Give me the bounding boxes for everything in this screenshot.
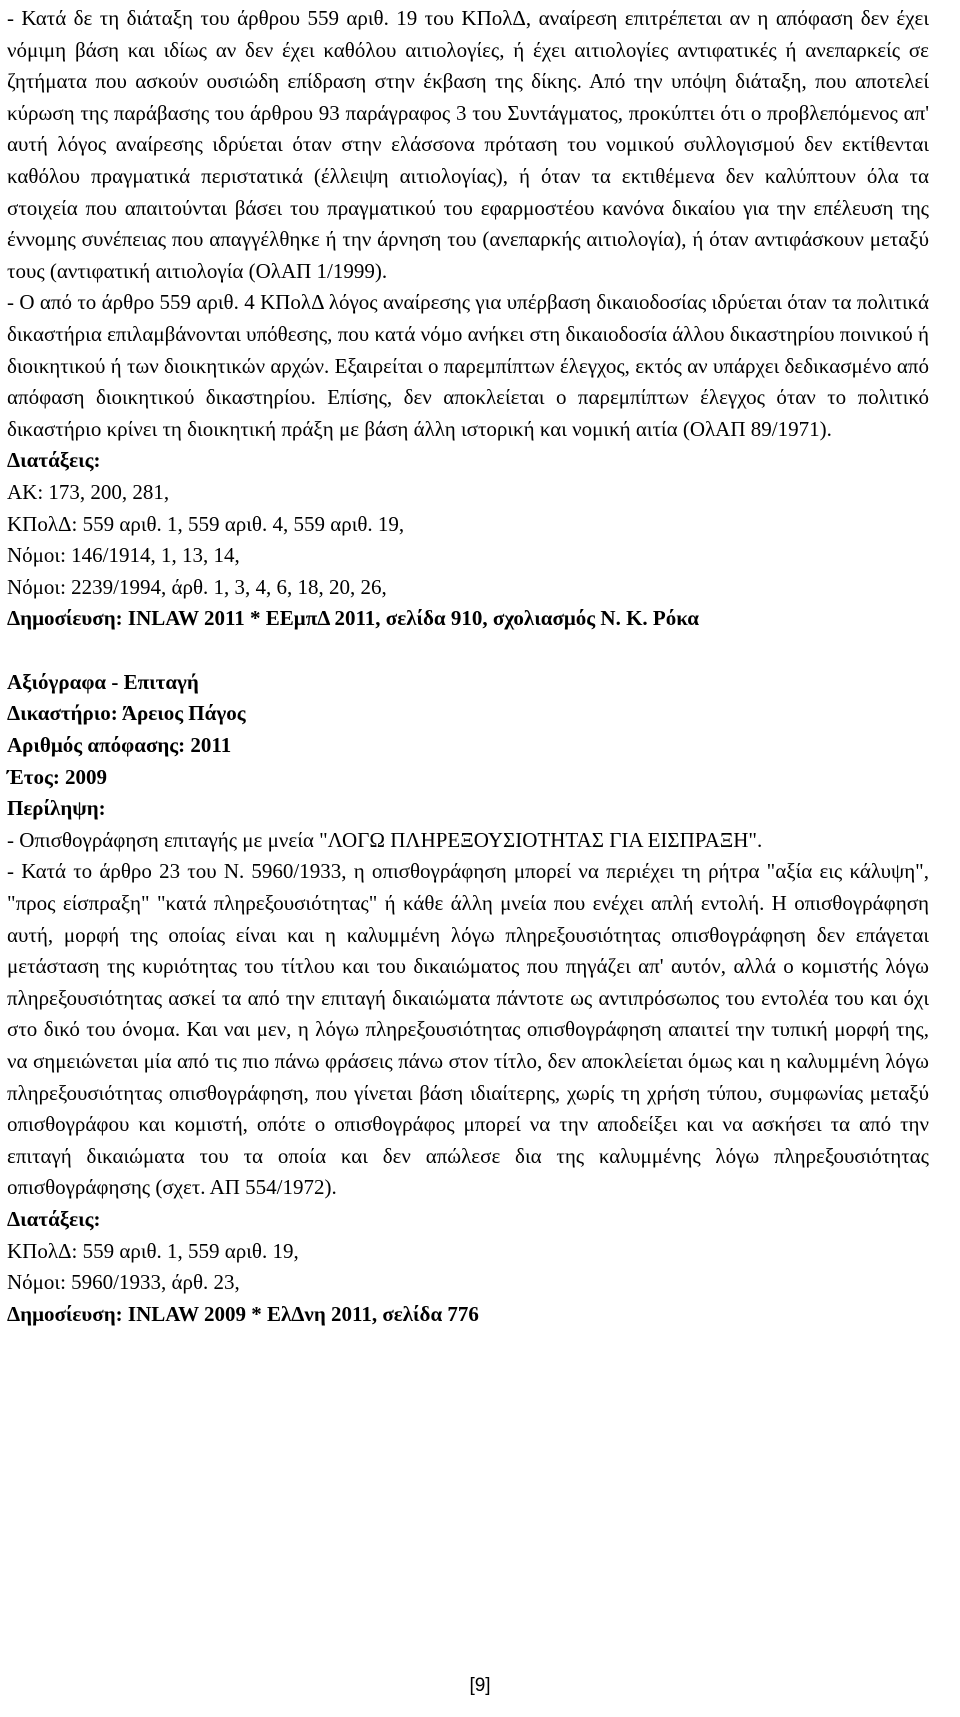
provision-line: ΚΠολΔ: 559 αριθ. 1, 559 αριθ. 19, (7, 1238, 299, 1263)
year-line: Έτος: 2009 (7, 764, 108, 789)
section-gap (7, 635, 929, 667)
provisions-label: Διατάξεις: (7, 1206, 101, 1231)
paragraph-endorsement: - Οπισθογράφηση επιταγής με μνεία "ΛΟΓΩ ΠΛΗΡΕΞΟΥΣΙΟΤΗΤΑΣ ΓΙΑ ΕΙΣΠΡΑΞΗ". (7, 827, 763, 852)
paragraph-jurisdiction: - Ο από το άρθρο 559 αριθ. 4 ΚΠολΔ λόγος αναίρεσης για υπέρβαση δικαιοδοσίας ιδρύεται όταν τα πολιτικά δικαστήρια επιλαμβάνονται υπόθεσης, που κατά νόμο ανήκει στη δικαιοδοσία άλλου δικαστηρίου ποινικού ή διοικητικού ή των διοικητικών αρχών. Εξαιρείται ο παρεμπίπτων έλεγχος, εκτός αν υπάρχει δεδικασμένο από απόφαση διοικητικού δικαστηρίου. Επίσης, δεν αποκλείεται ο παρεμπίπτων έλεγχος όταν το πολιτικό δικαστήριο κρίνει τη διοικητική πράξη με βάση άλλη ιστορική και νομική αιτία (ΟλΑΠ 89/1971). (7, 290, 929, 441)
publication-line: Δημοσίευση: INLAW 2011 * ΕΕμπΔ 2011, σελίδα 910, σχολιασμός Ν. Κ. Ρόκα (7, 606, 700, 631)
case-block-1 (7, 3, 929, 635)
provision-line: ΚΠολΔ: 559 αριθ. 1, 559 αριθ. 4, 559 αριθ. 19, (7, 511, 405, 536)
decision-number-line: Αριθμός απόφασης: 2011 (7, 733, 232, 758)
provision-line: Νόμοι: 146/1914, 1, 13, 14, (7, 543, 240, 568)
court-line: Δικαστήριο: Άρειος Πάγος (7, 701, 246, 726)
provision-line: Νόμοι: 2239/1994, άρθ. 1, 3, 4, 6, 18, 20, 26, (7, 574, 387, 599)
publication-line: Δημοσίευση: INLAW 2009 * ΕλΔνη 2011, σελίδα 776 (7, 1301, 479, 1326)
case-title: Αξιόγραφα - Επιταγή (7, 669, 199, 694)
case-block-2 (7, 667, 929, 1330)
paragraph-endorsement-detail: - Κατά το άρθρο 23 του Ν. 5960/1933, η οπισθογράφηση μπορεί να περιέχει τη ρήτρα "αξία εις κάλυψη", "προς είσπραξη" "κατά πληρεξουσιότητας" ή κάθε άλλη μνεία που ενέχει απλή εντολή. Η οπισθογράφηση αυτή, μορφή της οποίας είναι και η καλυμμένη λόγω πληρεξουσιότητας οπισθογράφηση δεν επάγεται μετάσταση της κυριότητας του τίτλου και του δικαιώματος που πηγάζει απ' αυτόν, αλλά ο κομιστής λόγω πληρεξουσιότητας ασκεί τα από την επιταγή δικαιώματα πάντοτε ως αντιπρόσωπος του εντολέα του και όχι στο δικό του όνομα. Και ναι μεν, η λόγω πληρεξουσιότητας οπισθογράφηση απαιτεί την τυπική μορφή της, να σημειώνεται μία από τις πιο πάνω φράσεις πάνω στον τίτλο, δεν αποκλείεται όμως και η καλυμμένη λόγω πληρεξουσιότητας οπισθογράφηση, που γίνεται βάση ιδιαίτερης, χωρίς τη χρήση τύπου, συμφωνίας μεταξύ οπισθογράφου και κομιστή, οπότε ο οπισθογράφος μπορεί να την αποδείξει και να ασκήσει τα από την επιταγή δικαιώματα του τα οποία και δεν απώλεσε δια της καλυμμένης λόγω πληρεξουσιότητας οπισθογράφησης (σχετ. ΑΠ 554/1972). (7, 859, 929, 1200)
provision-line: ΑΚ: 173, 200, 281, (7, 479, 170, 504)
provisions-label: Διατάξεις: (7, 448, 101, 473)
paragraph-appeal-reasoning: - Κατά δε τη διάταξη του άρθρου 559 αριθ. 19 του ΚΠολΔ, αναίρεση επιτρέπεται αν η απόφαση δεν έχει νόμιμη βάση και ιδίως αν δεν έχει καθόλου αιτιολογίες, ή έχει αιτιολογίες αντιφατικές ή ανεπαρκείς σε ζητήματα που ασκούν ουσιώδη επίδραση στην έκβαση της δίκης. Από την υπόψη διάταξη, που αποτελεί κύρωση της παράβασης του άρθρου 93 παράγραφος 3 του Συντάγματος, προκύπτει ότι ο προβλεπόμενος απ' αυτή λόγος αναίρεσης ιδρύεται όταν στην ελάσσονα πρόταση του νομικού συλλογισμού δεν εκτίθενται καθόλου πραγματικά περιστατικά (έλλειψη αιτιολογίας), ή όταν τα εκτιθέμενα δεν καλύπτουν όλα τα στοιχεία που απαιτούνται βάσει του πραγματικού του εφαρμοστέου κανόνα δικαίου για την επέλευση της έννομης συνέπειας που απαγγέλθηκε ή την άρνηση του (ανεπαρκής αιτιολογία), ή όταν αντιφάσκουν μεταξύ τους (αντιφατική αιτιολογία (ΟλΑΠ 1/1999). (7, 6, 929, 283)
page-number: [9] (469, 1675, 491, 1696)
summary-label: Περίληψη: (7, 796, 106, 821)
provision-line: Νόμοι: 5960/1933, άρθ. 23, (7, 1270, 240, 1295)
document-page (7, 3, 929, 1330)
